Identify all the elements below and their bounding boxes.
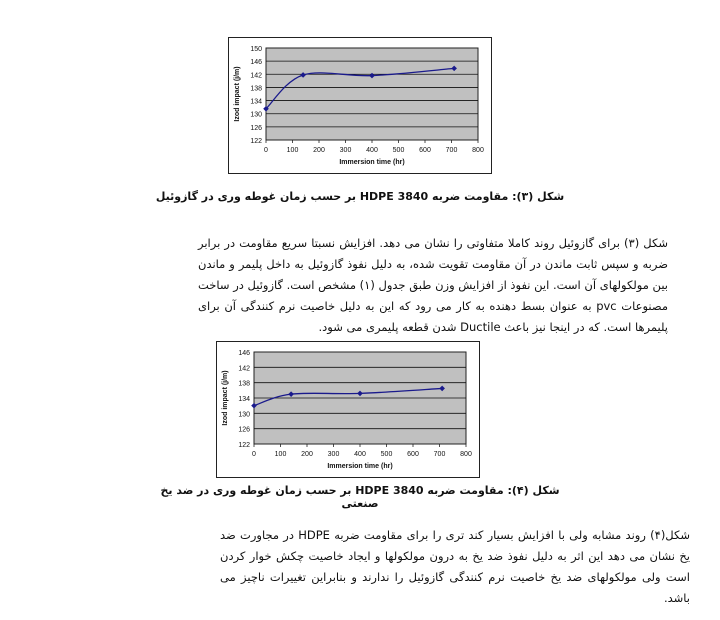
y-tick-label: 126: [238, 426, 250, 434]
y-tick-label: 150: [250, 46, 262, 53]
y-tick-label: 138: [238, 380, 250, 388]
x-tick-label: 200: [301, 451, 313, 458]
x-tick-label: 0: [252, 451, 256, 458]
x-tick-label: 400: [366, 147, 378, 154]
figure-4-svg: [217, 342, 479, 477]
y-tick-label: 146: [250, 59, 262, 67]
paragraph-1: شکل (۳) برای گازوئیل روند کاملا متفاوتی را نشان می دهد. افزایش نسبتا سریع مقاومت در برابر ضربه و سپس ثابت ماندن در آن مقاومت تقویت شده، به دلیل نفوذ گازوئیل به داخل پلیمر و ماندن بین مولکولهای آن است. این نفوذ از افزایش وزن طبق جدول (۱) مشخص است. گازوئیل در ساخت مصنوعات pvc به عنوان بسط دهنده به کار می رود که این به دلیل خاصیت نرم کنندگی آن برای پلیمرها است. که در اینجا نیز باعث Ductile شدن قطعه پلیمری می شود.: [198, 236, 668, 334]
x-tick-label: 500: [392, 147, 405, 154]
y-tick-label: 134: [250, 98, 262, 106]
x-tick-label: 700: [445, 147, 458, 154]
y-tick-label: 126: [250, 124, 262, 132]
x-tick-label: 200: [313, 147, 325, 154]
x-tick-label: 800: [460, 451, 472, 458]
x-tick-label: 0: [264, 147, 268, 154]
figure-4-caption: شکل (۴): مقاومت ضربه HDPE 3840 بر حسب زمان غوطه وری در ضد یخ صنعتی: [160, 484, 560, 510]
figure-3-caption: شکل (۳): مقاومت ضربه HDPE 3840 بر حسب زمان غوطه وری در گازوئیل: [155, 190, 565, 203]
figure-4-chart: [216, 341, 480, 478]
figure-3-svg: [229, 38, 491, 173]
y-tick-label: 122: [250, 138, 262, 145]
x-tick-label: 300: [327, 451, 340, 458]
x-tick-label: 600: [419, 147, 431, 154]
y-tick-label: 134: [238, 396, 250, 403]
x-tick-label: 700: [433, 451, 446, 458]
y-tick-label: 130: [238, 411, 250, 419]
x-tick-label: 500: [380, 451, 393, 458]
y-tick-label: 122: [238, 442, 250, 449]
x-axis-label: Immersion time (hr): [327, 463, 393, 470]
x-tick-label: 400: [354, 451, 366, 458]
y-tick-label: 138: [250, 85, 262, 93]
paragraph-2: شکل(۴) روند مشابه ولی با افزایش بسیار کند تری را برای مقاومت ضربه HDPE در مجاورت ضد یخ نشان می دهد این اثر به دلیل نفوذ ضد یخ به درون مولکولها و ایجاد خاصیت چکش خوار کردن است ولی مولکولهای ضد یخ خاصیت نرم کنندگی گازوئیل را ندارند و بنابراین تغییرات ناچیز می باشد.: [220, 528, 690, 605]
y-tick-label: 142: [238, 365, 250, 373]
y-axis-label: Izod impact (j/m): [222, 370, 229, 426]
y-axis-label: Izod impact (j/m): [234, 66, 241, 122]
x-tick-label: 300: [339, 147, 352, 154]
x-axis-label: Immersion time (hr): [339, 159, 405, 166]
y-tick-label: 142: [250, 72, 262, 80]
y-tick-label: 130: [250, 111, 262, 119]
x-tick-label: 100: [274, 451, 287, 458]
x-tick-label: 600: [407, 451, 419, 458]
figure-3-chart: [228, 37, 492, 174]
plot-area: [266, 48, 478, 140]
x-tick-label: 100: [286, 147, 299, 154]
x-tick-label: 800: [472, 147, 484, 154]
y-tick-label: 146: [238, 350, 250, 357]
